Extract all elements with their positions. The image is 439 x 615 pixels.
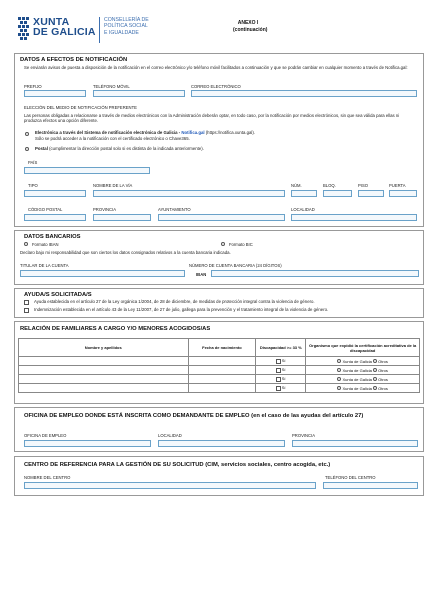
xunta-label: Xunta de Galicia — [342, 367, 372, 373]
anexo-heading — [233, 20, 268, 33]
obligadas-text: Las personas obligadas a relacionarse a través de medios electrónicos con la Administración deberán optar, en todo caso, por la notificación por medios electrónicos, sin que sea válida para ellas ni produzca efectos una opción diferente. — [24, 113, 400, 124]
xunta-label: Xunta de Galicia — [342, 385, 372, 391]
iban-radio[interactable] — [24, 242, 28, 246]
discapacidad-checkbox[interactable] — [276, 386, 281, 391]
notifica-link[interactable]: Notifica.gal — [181, 130, 205, 135]
centro-title: CENTRO DE REFERENCIA PARA LA GESTIÓN DE SU SOLICITUD (CIM, servicios sociales, centro acogida, etc.) — [24, 462, 331, 468]
electronic-option-note: Sólo se podrá acceder a la notificación con el certificado electrónico o Chave365. — [35, 136, 190, 141]
ayudas-section — [14, 288, 424, 318]
bloq-label: BLOQ. — [323, 183, 336, 188]
tipo-label: TIPO — [28, 183, 38, 188]
bic-format-label: Formato BIC — [229, 242, 253, 247]
prefijo-label: PREFIJO — [24, 84, 42, 89]
notification-intro: Se enviarán avisos de puesta a disposición de la notificación en el correo electrónico y/o teléfono móvil facilitados a continuación y que se podrán cambiar en cualquier momento a través de Notifica.gal: — [24, 65, 408, 70]
discapacidad-cell — [256, 366, 306, 375]
electronic-option-label: Electrónica a través del Sistema de notificación electrónica de Galicia - — [35, 130, 182, 135]
movil-label: TELÉFONO MÓVIL — [93, 84, 130, 89]
bank-title: DATOS BANCARIOS — [24, 234, 81, 240]
otros-radio[interactable] — [373, 359, 377, 363]
ayuda-art27-checkbox[interactable] — [24, 300, 29, 305]
centro-section — [14, 456, 424, 496]
xunta-radio[interactable] — [337, 368, 341, 372]
notifica-url: (https://notifica.xunta.gal). — [204, 130, 255, 135]
xunta-label: Xunta de Galicia — [342, 358, 372, 364]
ayuntamiento-label: AYUNTAMIENTO — [158, 207, 191, 212]
empleo-localidad-label: LOCALIDAD — [158, 433, 182, 438]
tipo-input[interactable] — [24, 190, 86, 197]
num-label: NÚM. — [291, 183, 302, 188]
xunta-line2: DE GALICIA — [33, 26, 96, 38]
table-header-row — [19, 339, 420, 357]
si-label: Sí — [281, 367, 286, 373]
cp-input[interactable] — [24, 214, 86, 221]
localidad-label: LOCALIDAD — [291, 207, 315, 212]
puerta-label: PUERTA — [389, 183, 406, 188]
si-label: Sí — [281, 385, 286, 391]
discapacidad-cell — [256, 357, 306, 366]
nombre-cell[interactable] — [19, 384, 189, 393]
cp-label: CÓDIGO POSTAL — [28, 207, 63, 212]
otros-radio[interactable] — [373, 386, 377, 390]
anexo-subtitle: (continuación) — [233, 26, 268, 33]
provincia-label: PROVINCIA — [93, 207, 117, 212]
otros-label: Otros — [378, 367, 388, 373]
bank-section — [14, 230, 424, 285]
discapacidad-checkbox[interactable] — [276, 368, 281, 373]
si-label: Sí — [281, 358, 286, 364]
piso-input[interactable] — [358, 190, 384, 197]
fecha-cell[interactable] — [188, 357, 256, 366]
prefijo-input[interactable] — [24, 90, 86, 97]
correo-input[interactable] — [191, 90, 417, 97]
ayuntamiento-input[interactable] — [158, 214, 285, 221]
postal-radio[interactable] — [25, 147, 29, 151]
piso-label: PISO — [358, 183, 369, 188]
correo-label: CORREO ELECTRÓNICO — [191, 84, 241, 89]
col-nombre-header: Nombre y apellidos — [19, 339, 189, 357]
pais-label: PAÍS — [28, 160, 38, 165]
nombre-cell[interactable] — [19, 366, 189, 375]
organismo-cell — [306, 384, 420, 393]
col-discapacidad-header: Discapacidad >= 33 % — [256, 339, 306, 357]
table-row — [19, 366, 420, 375]
familiares-title: RELACIÓN DE FAMILIARES A CARGO Y/O MENORES ACOGIDOS/AS — [20, 326, 211, 332]
iban-format-label: Formato IBAN — [32, 242, 59, 247]
bic-radio[interactable] — [221, 242, 225, 246]
empleo-localidad-input[interactable] — [158, 440, 285, 447]
fecha-cell[interactable] — [188, 384, 256, 393]
empleo-title: OFICINA DE EMPLEO DONDE ESTÁ INSCRITA COMO DEMANDANTE DE EMPLEO (en el caso de las ayudas del artículo 27) — [24, 413, 364, 419]
conselleria-line1: CONSELLERÍA DE — [104, 17, 149, 23]
table-row — [19, 384, 420, 393]
xunta-radio[interactable] — [337, 386, 341, 390]
iban-input[interactable] — [211, 270, 419, 277]
otros-label: Otros — [378, 385, 388, 391]
si-label: Sí — [281, 376, 286, 382]
table-row — [19, 357, 420, 366]
empleo-provincia-input[interactable] — [292, 440, 418, 447]
provincia-input[interactable] — [93, 214, 151, 221]
header-divider — [99, 17, 100, 43]
empleo-provincia-label: PROVINCIA — [292, 433, 316, 438]
discapacidad-cell — [256, 375, 306, 384]
col-fecha-header: Fecha de nacimiento — [188, 339, 256, 357]
discapacidad-cell — [256, 384, 306, 393]
iban-prefix: IBAN — [196, 272, 207, 277]
telefono-centro-input[interactable] — [323, 482, 418, 489]
bloq-input[interactable] — [323, 190, 352, 197]
nombre-via-input[interactable] — [93, 190, 285, 197]
electronic-option-text — [35, 130, 415, 135]
organismo-cell — [306, 357, 420, 366]
col-organismo-header: Organismo que expidió la certificación acreditativa de la discapacidad — [306, 339, 420, 357]
indemnizacion-art43-checkbox[interactable] — [24, 308, 29, 313]
conselleria-name — [104, 17, 149, 36]
xunta-logo-icon — [17, 16, 31, 44]
eleccion-label: ELECCIÓN DEL MEDIO DE NOTIFICACIÓN PREFERENTE — [24, 105, 137, 110]
puerta-input[interactable] — [389, 190, 417, 197]
organismo-cell — [306, 375, 420, 384]
familiares-table — [18, 338, 420, 393]
ayuda-art27-text: Ayuda establecida en el artículo 27 de la Ley orgánica 1/2004, de 28 de diciembre, de medidas de protección integral contra la violencia de género. — [34, 299, 315, 304]
fecha-cell[interactable] — [188, 375, 256, 384]
nombre-centro-label: NOMBRE DEL CENTRO — [24, 475, 71, 480]
fecha-cell[interactable] — [188, 366, 256, 375]
xunta-label: Xunta de Galicia — [342, 376, 372, 382]
declaro-text: Declaro bajo mi responsabilidad que son ciertos los datos consignados relativos a la cuenta bancaria indicada. — [20, 250, 231, 255]
discapacidad-checkbox[interactable] — [276, 377, 281, 382]
numero-cuenta-label: NÚMERO DE CUENTA BANCARIA (24 DÍGITOS) — [189, 263, 282, 268]
num-input[interactable] — [291, 190, 317, 197]
conselleria-line3: E IGUALDADE — [104, 29, 139, 36]
anexo-title: ANEXO I — [237, 20, 259, 26]
oficina-label: OFICINA DE EMPLEO — [24, 433, 67, 438]
localidad-input[interactable] — [291, 214, 417, 221]
otros-radio[interactable] — [373, 377, 377, 381]
discapacidad-checkbox[interactable] — [276, 359, 281, 364]
xunta-line1: XUNTA — [33, 16, 70, 28]
xunta-radio[interactable] — [337, 359, 341, 363]
titular-input[interactable] — [20, 270, 185, 277]
ayudas-title: AYUDA/S SOLICITADA/S — [24, 292, 92, 298]
organismo-cell — [306, 366, 420, 375]
otros-label: Otros — [378, 376, 388, 382]
nombre-cell[interactable] — [19, 357, 189, 366]
nombre-cell[interactable] — [19, 375, 189, 384]
notification-section — [14, 53, 424, 227]
electronic-radio[interactable] — [25, 132, 29, 136]
familiares-section — [14, 321, 424, 404]
nombre-via-label: NOMBRE DE LA VÍA — [93, 183, 133, 188]
conselleria-line2: POLÍTICA SOCIAL — [104, 23, 148, 30]
xunta-wordmark — [33, 17, 96, 37]
telefono-centro-label: TELÉFONO DEL CENTRO — [325, 475, 376, 480]
titular-label: TITULAR DE LA CUENTA — [20, 263, 69, 268]
otros-radio[interactable] — [373, 368, 377, 372]
pais-input[interactable] — [24, 167, 150, 174]
xunta-radio[interactable] — [337, 377, 341, 381]
postal-option-label: Postal — [35, 146, 48, 151]
movil-input[interactable] — [93, 90, 185, 97]
notification-title: DATOS A EFECTOS DE NOTIFICACIÓN — [20, 57, 128, 63]
otros-label: Otros — [378, 358, 388, 364]
indemnizacion-art43-text: Indemnización establecida en el artículo 43 de la Ley 11/2007, de 27 de julio, gallega para la prevención y el tratamiento integral de la violencia de género. — [34, 307, 329, 312]
nombre-centro-input[interactable] — [24, 482, 316, 489]
oficina-input[interactable] — [24, 440, 151, 447]
table-row — [19, 375, 420, 384]
postal-option-note: (cumplimentar la dirección postal solo si es distinta de la indicada anteriormente). — [47, 146, 204, 151]
empleo-section — [14, 407, 424, 452]
postal-option-text — [35, 146, 415, 151]
